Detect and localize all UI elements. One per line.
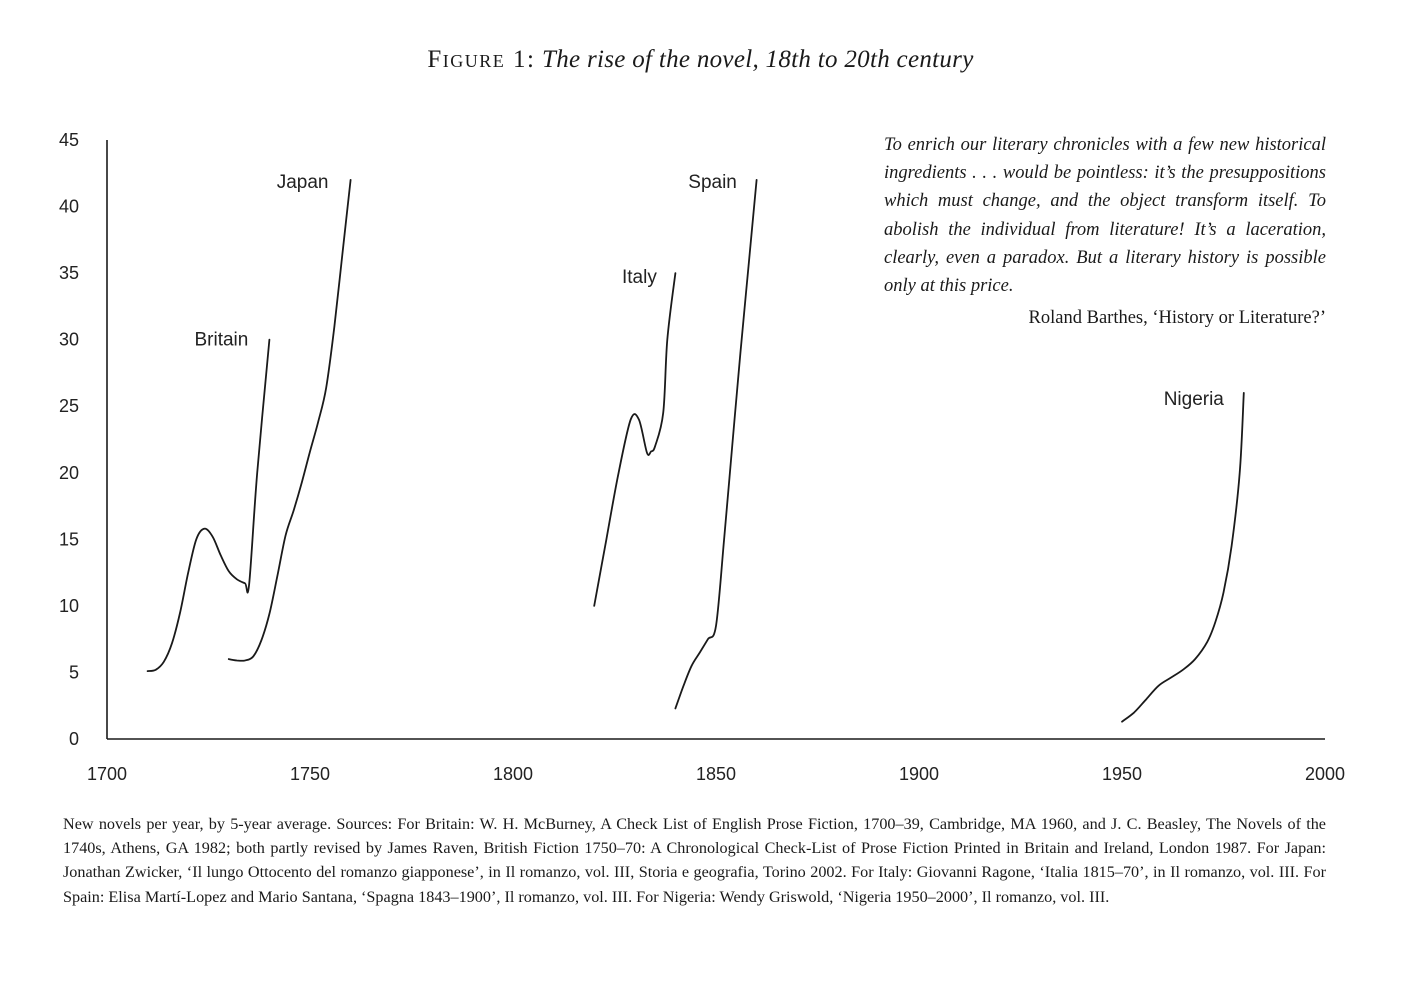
- epigraph-attribution: Roland Barthes, ‘History or Literature?’: [1028, 308, 1326, 329]
- x-tick-label: 1700: [86, 764, 128, 784]
- y-tick-label: 45: [58, 130, 79, 150]
- y-tick-label: 25: [58, 396, 79, 417]
- figure-label: Figure 1:: [427, 46, 536, 73]
- x-tick-label: 1850: [695, 764, 737, 784]
- y-tick-label: 35: [58, 263, 79, 284]
- series-line-britain: [148, 340, 270, 671]
- y-tick-label: 15: [58, 529, 79, 550]
- series-label-italy: Italy: [621, 267, 657, 289]
- y-axis-ticks: [59, 130, 79, 749]
- x-tick-label: 1950: [1101, 764, 1143, 784]
- y-tick-label: 0: [68, 729, 79, 749]
- series-label-britain: Britain: [194, 329, 249, 351]
- epigraph-quote: To enrich our literary chronicles with a few new historical ingredients . . . would be pointless: it’s the presuppositions which must change, and the object transform itself. To abolish the individual from literature! It’s a laceration, clearly, even a paradox. But a literary history is possible only at this price.: [884, 135, 1326, 297]
- x-tick-label: 1900: [898, 764, 940, 784]
- series-line-italy: [594, 273, 675, 606]
- y-tick-label: 30: [58, 329, 79, 350]
- figure-caption: New novels per year, by 5-year average. Sources: For Britain: W. H. McBurney, A Check List of English Prose Fiction, 1700–39, Cambridge, MA 1960, and J. C. Beasley, The Novels of the 1740s, Athens, GA 1982; both partly revised by James Raven, British Fiction 1750–70: A Chronological Check-List of Prose Fiction Printed in Britain and Ireland, London 1987. For Japan: Jonathan Zwicker, ‘Il lungo Ottocento del romanzo giapponese’, in Il romanzo, vol. III, Storia e geografia, Torino 2002. For Italy: Giovanni Ragone, ‘Italia 1815–70’, in Il romanzo, vol. III. For Spain: Elisa Martí-Lopez and Mario Santana, ‘Spagna 1843–1900’, Il romanzo, vol. III. For Nigeria: Wendy Griswold, ‘Nigeria 1950–2000’, Il romanzo, vol. III.: [63, 815, 1326, 906]
- y-tick-label: 10: [58, 595, 79, 616]
- x-tick-label: 1800: [492, 764, 534, 784]
- y-tick-label: 5: [68, 662, 79, 683]
- epigraph: [884, 131, 1326, 332]
- x-tick-label: 1750: [289, 764, 331, 784]
- series-label-japan: Japan: [276, 171, 329, 193]
- series-line-spain: [675, 180, 756, 709]
- series-label-nigeria: Nigeria: [1163, 388, 1224, 410]
- y-tick-label: 40: [58, 196, 79, 217]
- x-axis-ticks: [87, 764, 1345, 784]
- x-tick-label: 2000: [1304, 764, 1346, 784]
- figure-title-text: The rise of the novel, 18th to 20th century: [542, 46, 974, 73]
- y-tick-label: 20: [58, 462, 79, 483]
- series-line-nigeria: [1122, 393, 1244, 722]
- series-label-spain: Spain: [688, 171, 737, 193]
